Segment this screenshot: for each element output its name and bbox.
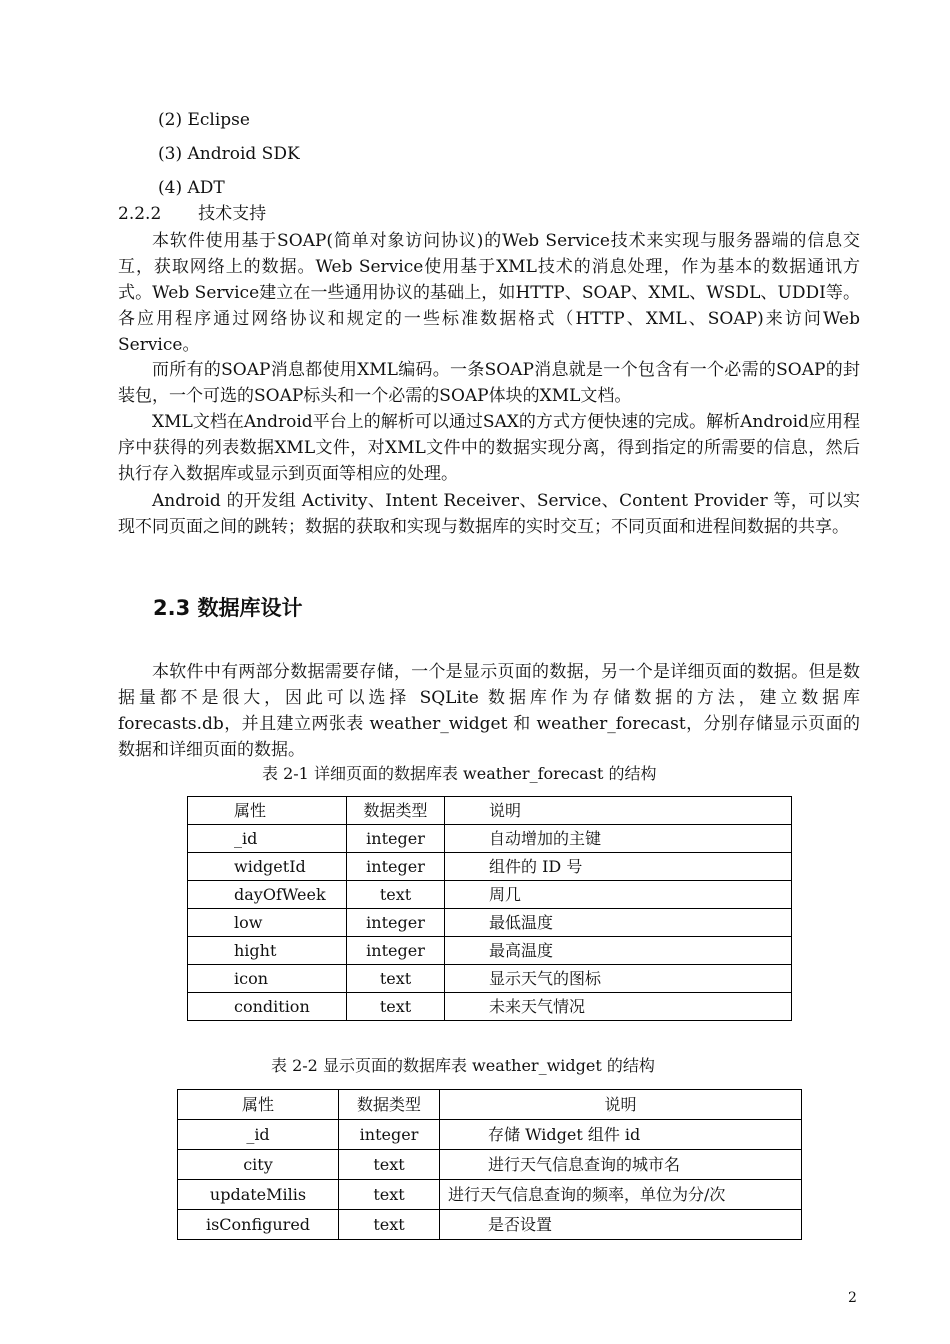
table-cell: 存储 Widget 组件 id [440,1120,802,1150]
table-cell: 显示天气的图标 [445,965,792,993]
table-cell: 最低温度 [445,909,792,937]
table-cell: condition [188,993,347,1021]
table-cell: 是否设置 [440,1210,802,1240]
table-cell: text [347,965,445,993]
table-cell: text [339,1180,440,1210]
section-2-3-heading: 2.3 数据库设计 [153,596,303,620]
list-item-adt: (4) ADT [158,178,225,198]
table-cell: isConfigured [178,1210,339,1240]
table-header-row [188,797,792,825]
list-item-eclipse: (2) Eclipse [158,110,250,130]
header-cell: 说明 [445,797,792,825]
table-row [188,825,792,853]
table-cell: 进行天气信息查询的城市名 [440,1150,802,1180]
table-row [178,1120,802,1150]
table-cell: integer [347,937,445,965]
section-2-2-2-heading [118,201,266,227]
paragraph-database-design: 本软件中有两部分数据需要存储，一个是显示页面的数据，另一个是详细页面的数据。但是数据量都不是很大，因此可以选择 SQLite 数据库作为存储数据的方法，建立数据库 forecasts.db，并且建立两张表 weather_widget 和 weather_forecast，分别存储显示页面的数据和详细页面的数据。 [118,662,860,760]
table-cell: icon [188,965,347,993]
table-cell: integer [347,825,445,853]
table-row [188,993,792,1021]
table-cell: _id [188,825,347,853]
table-cell: text [347,881,445,909]
header-cell: 属性 [188,797,347,825]
list-item-android-sdk: (3) Android SDK [158,144,300,164]
table-cell: integer [339,1120,440,1150]
header-cell: 数据类型 [347,797,445,825]
table-cell: 组件的 ID 号 [445,853,792,881]
paragraph-soap-message: 而所有的SOAP消息都使用XML编码。一条SOAP消息就是一个包含有一个必需的SOAP的封装包，一个可选的SOAP标头和一个必需的SOAP体块的XML文档。 [118,360,860,406]
table-weather-widget [177,1089,802,1240]
table-cell: widgetId [188,853,347,881]
table-cell: _id [178,1120,339,1150]
table-row [178,1210,802,1240]
header-cell: 数据类型 [339,1090,440,1120]
table-row [188,965,792,993]
table-cell: 未来天气情况 [445,993,792,1021]
table-cell: 周几 [445,881,792,909]
table-cell: text [339,1210,440,1240]
header-cell: 属性 [178,1090,339,1120]
section-number: 2.2.2 [118,204,162,224]
table-row [188,881,792,909]
table-cell: text [347,993,445,1021]
table-cell: 最高温度 [445,937,792,965]
table-cell: hight [188,937,347,965]
table-cell: text [339,1150,440,1180]
paragraph-android-components: Android 的开发组 Activity、Intent Receiver、Service、Content Provider 等，可以实现不同页面之间的跳转；数据的获取和实现与数据库的实时交互；不同页面和进程间数据的共享。 [118,491,860,537]
table-row [188,853,792,881]
table-cell: integer [347,853,445,881]
table-row [188,909,792,937]
paragraph-web-service: 本软件使用基于SOAP(简单对象访问协议)的Web Service技术来实现与服务器端的信息交互，获取网络上的数据。Web Service使用基于XML技术的消息处理，作为基本的数据通讯方式。Web Service建立在一些通用协议的基础上，如HTTP、SOAP、XML、WSDL、UDDI等。各应用程序通过网络协议和规定的一些标准数据格式（HTTP、XML、SOAP)来访问Web Service。 [118,231,860,355]
table-2-caption: 表 2-2 显示页面的数据库表 weather_widget 的结构 [271,1056,655,1075]
table-row [178,1150,802,1180]
table-cell: integer [347,909,445,937]
table-row [188,937,792,965]
table-cell: updateMilis [178,1180,339,1210]
table-header-row [178,1090,802,1120]
header-cell: 说明 [440,1090,802,1120]
table-cell: 进行天气信息查询的频率，单位为分/次 [440,1180,802,1210]
table-cell: dayOfWeek [188,881,347,909]
table-weather-forecast [187,796,792,1021]
page-number: 2 [848,1290,857,1306]
table-1-caption: 表 2-1 详细页面的数据库表 weather_forecast 的结构 [262,764,657,783]
paragraph-xml-parsing: XML文档在Android平台上的解析可以通过SAX的方式方便快速的完成。解析Android应用程序中获得的列表数据XML文件，对XML文件中的数据实现分离，得到指定的所需要的信息，然后执行存入数据库或显示到页面等相应的处理。 [118,412,860,484]
section-title: 技术支持 [198,204,267,224]
table-cell: 自动增加的主键 [445,825,792,853]
table-cell: low [188,909,347,937]
table-row [178,1180,802,1210]
table-cell: city [178,1150,339,1180]
